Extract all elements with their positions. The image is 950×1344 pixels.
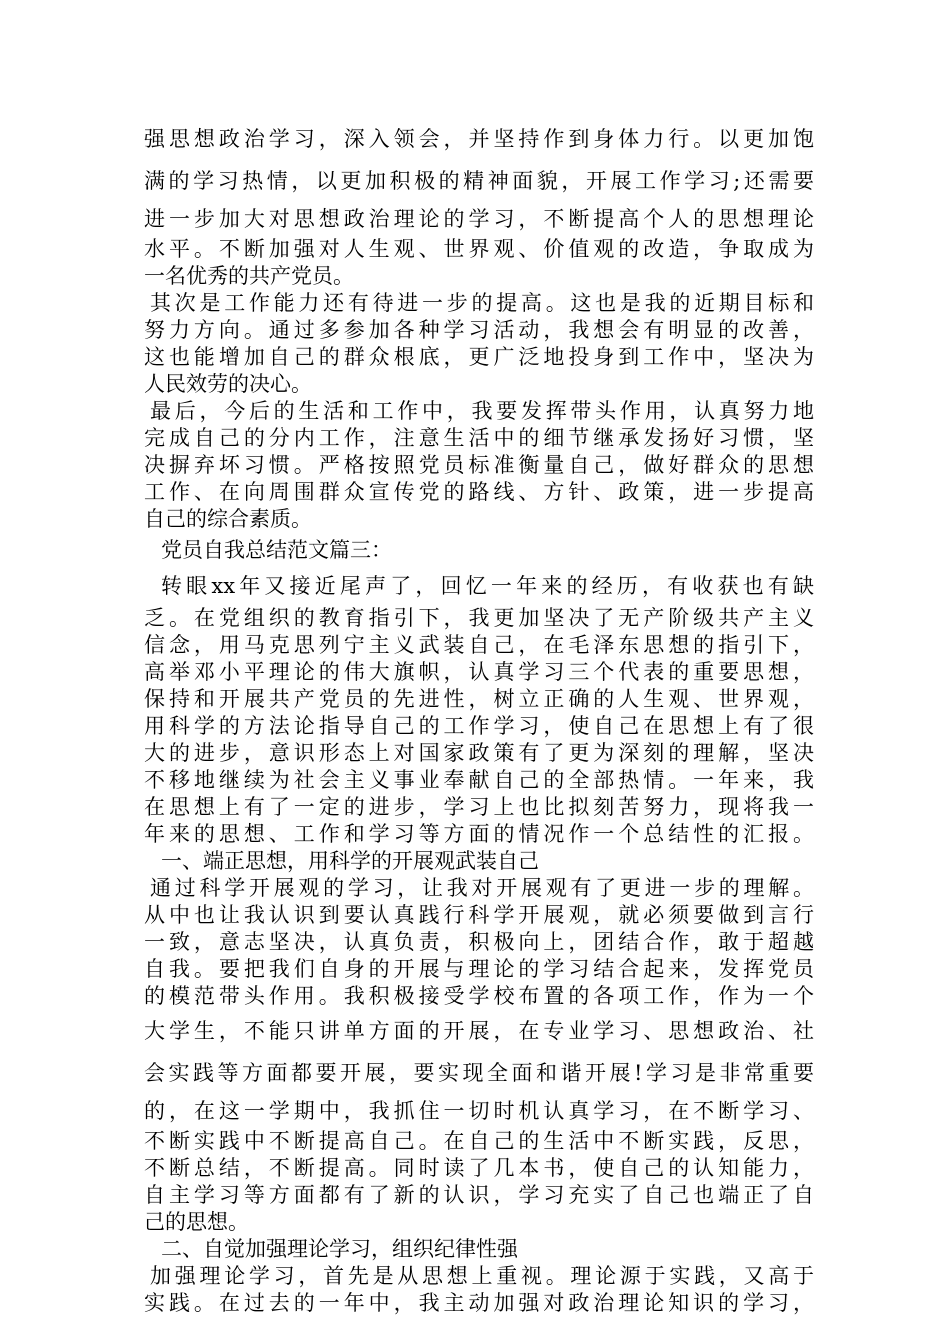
text-line: 在思想上有了一定的进步，学习上也比拟刻苦努力，现将我一 — [144, 795, 814, 819]
text-line: 最后，今后的生活和工作中，我要发挥带头作用，认真努力地 — [150, 399, 814, 423]
text-line: 一名优秀的共产党员。 — [144, 264, 354, 288]
text-line: 这也能增加自己的群众根底，更广泛地投身到工作中，坚决为 — [144, 345, 814, 369]
text-line: 大学生，不能只讲单方面的开展，在专业学习、思想政治、社 — [144, 1019, 814, 1043]
text-line: 进一步加大对思想政治理论的学习，不断提高个人的思想理论 — [144, 207, 814, 231]
text-line: 努力方向。通过多参加各种学习活动，我想会有明显的改善， — [144, 318, 814, 342]
text-line: 的，在这一学期中，我抓住一切时机认真学习，在不断学习、 — [144, 1099, 814, 1123]
text-line: 一致，意志坚决，认真负责，积极向上，团结合作，敢于超越 — [144, 930, 814, 954]
text-line: 完成自己的分内工作，注意生活中的细节继承发扬好习惯，坚 — [144, 426, 814, 450]
text-line: 决摒弃坏习惯。严格按照党员标准衡量自己，做好群众的思想 — [144, 453, 814, 477]
section-heading: 二、自觉加强理论学习，组织纪律性强 — [161, 1237, 518, 1261]
text-line: 满的学习热情，以更加积极的精神面貌，开展工作学习;还需要 — [144, 169, 814, 193]
text-line: 不断实践中不断提高自己。在自己的生活中不断实践，反思， — [144, 1129, 814, 1153]
text-line: 转眼xx年又接近尾声了，回忆一年来的经历，有收获也有缺 — [161, 574, 814, 598]
body-text — [144, 118, 814, 1317]
text-line: 实践。在过去的一年中，我主动加强对政治理论知识的学习， — [144, 1291, 814, 1315]
text-line: 自己的综合素质。 — [144, 507, 312, 531]
text-line: 高举邓小平理论的伟大旗帜，认真学习三个代表的重要思想， — [144, 660, 814, 684]
text-line: 年来的思想、工作和学习等方面的情况作一个总结性的汇报。 — [144, 822, 814, 846]
section-heading: 一、端正思想，用科学的开展观武装自己 — [161, 849, 539, 873]
text-line: 信念，用马克思列宁主义武装自己，在毛泽东思想的指引下， — [144, 633, 814, 657]
text-line: 加强理论学习，首先是从思想上重视。理论源于实践，又高于 — [150, 1264, 814, 1288]
text-line: 己的思想。 — [144, 1210, 249, 1234]
text-line: 乏。在党组织的教育指引下，我更加坚决了无产阶级共产主义 — [144, 606, 814, 630]
section-heading: 党员自我总结范文篇三： — [161, 538, 392, 562]
text-line: 工作、在向周围群众宣传党的路线、方针、政策，进一步提高 — [144, 480, 814, 504]
text-line: 自我。要把我们自身的开展与理论的学习结合起来，发挥党员 — [144, 957, 814, 981]
text-line: 不移地继续为社会主义事业奉献自己的全部热情。一年来，我 — [144, 768, 814, 792]
text-line: 强思想政治学习，深入领会，并坚持作到身体力行。以更加饱 — [144, 127, 814, 151]
text-line: 通过科学开展观的学习，让我对开展观有了更进一步的理解。 — [150, 876, 814, 900]
text-line: 自主学习等方面都有了新的认识，学习充实了自己也端正了自 — [144, 1183, 814, 1207]
text-line: 保持和开展共产党员的先进性，树立正确的人生观、世界观， — [144, 687, 814, 711]
text-line: 不断总结，不断提高。同时读了几本书，使自己的认知能力， — [144, 1156, 814, 1180]
text-line: 大的进步，意识形态上对国家政策有了更为深刻的理解，坚决 — [144, 741, 814, 765]
text-line: 水平。不断加强对人生观、世界观、价值观的改造，争取成为 — [144, 237, 814, 261]
text-line: 用科学的方法论指导自己的工作学习，使自己在思想上有了很 — [144, 714, 814, 738]
text-line: 人民效劳的决心。 — [144, 372, 312, 396]
text-line: 会实践等方面都要开展，要实现全面和谐开展!学习是非常重要 — [144, 1061, 814, 1085]
text-line: 其次是工作能力还有待进一步的提高。这也是我的近期目标和 — [150, 291, 814, 315]
text-line: 从中也让我认识到要认真践行科学开展观，就必须要做到言行 — [144, 903, 814, 927]
text-line: 的模范带头作用。我积极接受学校布置的各项工作，作为一个 — [144, 984, 814, 1008]
